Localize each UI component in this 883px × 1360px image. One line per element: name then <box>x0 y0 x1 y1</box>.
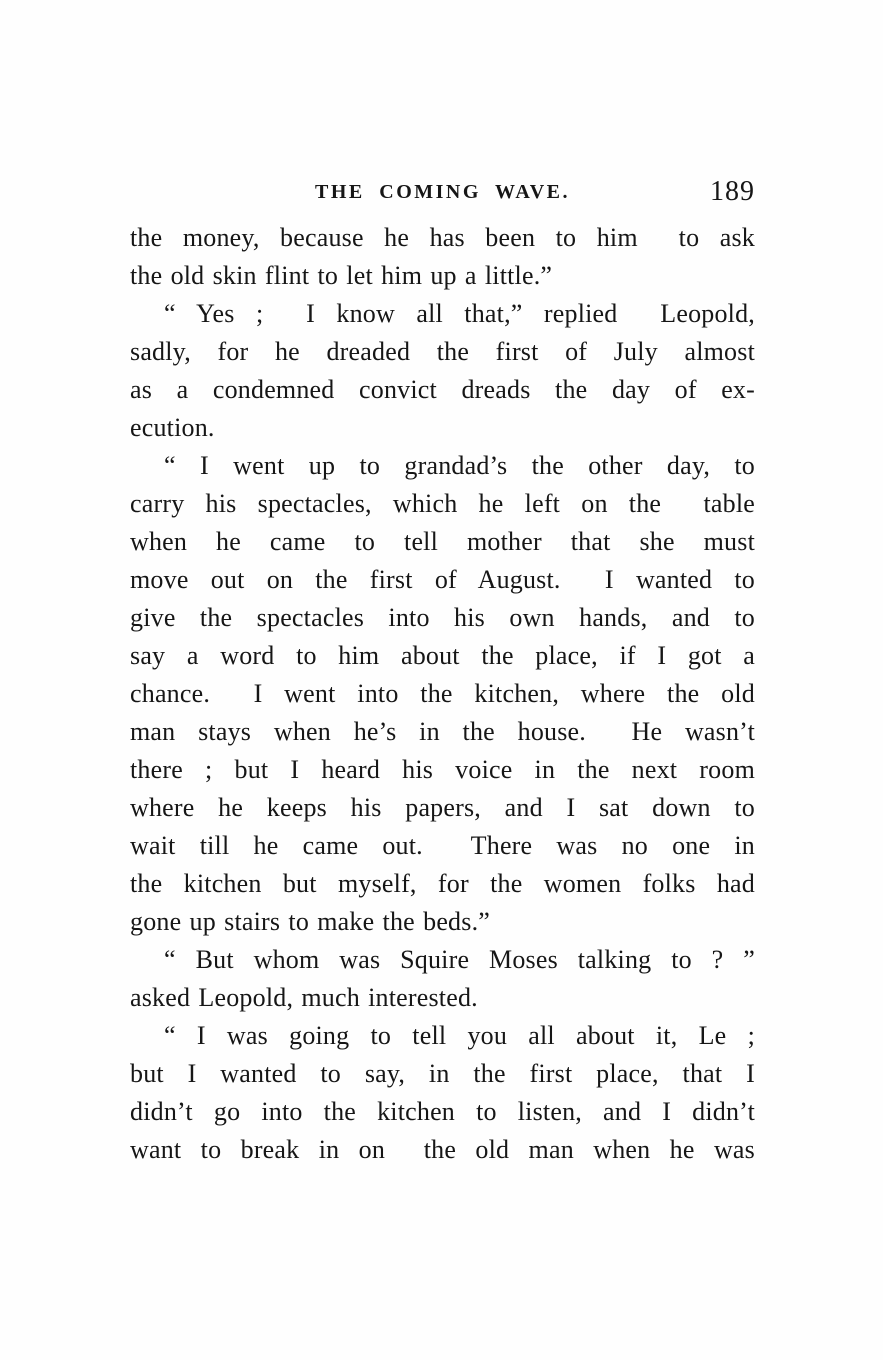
running-title: THE COMING WAVE. <box>315 181 570 203</box>
text-line: asked Leopold, much interested. <box>130 983 478 1012</box>
text-line: give the spectacles into his own hands, and to <box>130 603 755 632</box>
text-line: as a condemned convict dreads the day of ex- <box>130 375 755 404</box>
text-line: the old skin flint to let him up a little.” <box>130 261 553 290</box>
text-line: the kitchen but myself, for the women folks had <box>130 869 755 898</box>
text-line: man stays when he’s in the house. He wasn’t <box>130 717 755 746</box>
page-header <box>130 178 755 212</box>
page-body <box>130 219 755 1169</box>
text-line: didn’t go into the kitchen to listen, and I didn’t <box>130 1097 755 1126</box>
text-line: move out on the first of August. I wanted to <box>130 565 755 594</box>
text-line: sadly, for he dreaded the first of July almost <box>130 337 755 366</box>
text-line: wait till he came out. There was no one in <box>130 831 755 860</box>
text-line: ecution. <box>130 413 215 442</box>
text-line: want to break in on the old man when he was <box>130 1135 755 1164</box>
text-line: but I wanted to say, in the first place, that I <box>130 1059 755 1088</box>
text-line: “ I went up to grandad’s the other day, to <box>164 451 755 480</box>
text-line: “ But whom was Squire Moses talking to ? ” <box>164 945 755 974</box>
text-line: gone up stairs to make the beds.” <box>130 907 491 936</box>
page-number: 189 <box>710 176 755 207</box>
text-line: say a word to him about the place, if I got a <box>130 641 755 670</box>
text-line: where he keeps his papers, and I sat down to <box>130 793 755 822</box>
text-line: when he came to tell mother that she must <box>130 527 755 556</box>
text-line: the money, because he has been to him to ask <box>130 223 755 252</box>
text-line: “ Yes ; I know all that,” replied Leopold, <box>164 299 755 328</box>
text-line: carry his spectacles, which he left on the table <box>130 489 755 518</box>
text-line: there ; but I heard his voice in the next room <box>130 755 755 784</box>
text-line: “ I was going to tell you all about it, Le ; <box>164 1021 755 1050</box>
text-line: chance. I went into the kitchen, where the old <box>130 679 755 708</box>
